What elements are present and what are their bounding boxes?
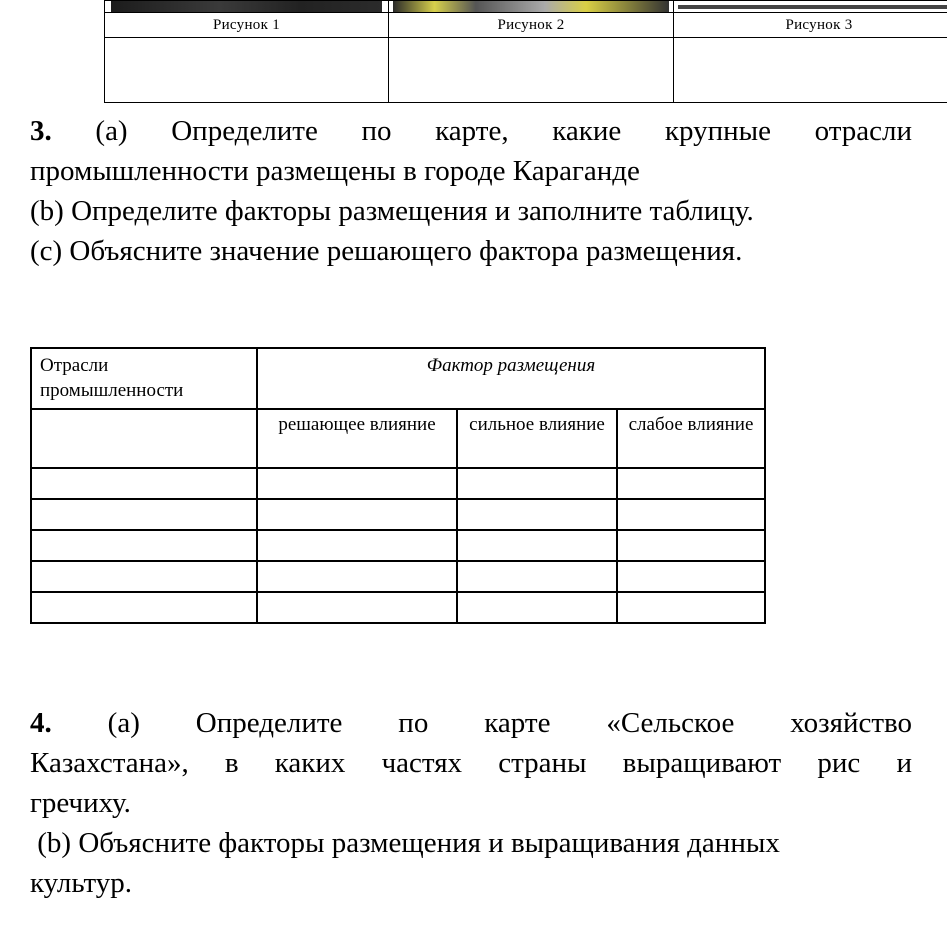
figure-3-image (678, 5, 947, 9)
weak-cell[interactable] (617, 468, 765, 499)
table-row (31, 530, 765, 561)
factor-table-subheader-row (31, 409, 765, 468)
figure-2-cell (389, 1, 674, 13)
question-3-number: 3. (30, 115, 52, 147)
decisive-cell[interactable] (257, 592, 457, 623)
figure-3-caption: Рисунок 3 (674, 13, 947, 38)
strong-cell[interactable] (457, 530, 617, 561)
industry-subheader-empty[interactable] (31, 409, 257, 468)
industry-cell[interactable] (31, 499, 257, 530)
weak-cell[interactable] (617, 499, 765, 530)
decisive-influence-header: решающее влияние (257, 409, 457, 468)
weak-cell[interactable] (617, 530, 765, 561)
table-row (31, 561, 765, 592)
question-3-part-a-text: (a) Определите по карте, какие крупные отрасли (95, 115, 913, 147)
figure-2-image (393, 1, 669, 12)
figure-3-cell (674, 1, 947, 13)
question-3-part-b: (b) Определите факторы размещения и заполните таблицу. (30, 195, 754, 227)
figures-caption-row (105, 13, 947, 38)
question-4-part-b-line-2: культур. (30, 867, 133, 899)
figures-table (104, 0, 947, 103)
figures-answer-row (105, 38, 947, 103)
question-3-part-c: (c) Объясните значение решающего фактора размещения. (30, 235, 743, 267)
table-row (31, 499, 765, 530)
factor-column-header: Фактор размещения (257, 348, 765, 409)
question-4-part-a-line-1 (30, 703, 912, 743)
figure-1-cell (105, 1, 389, 13)
industry-cell[interactable] (31, 468, 257, 499)
decisive-cell[interactable] (257, 530, 457, 561)
strong-cell[interactable] (457, 499, 617, 530)
decisive-cell[interactable] (257, 561, 457, 592)
question-4 (30, 703, 912, 903)
industry-cell[interactable] (31, 592, 257, 623)
factor-table (30, 347, 766, 624)
figure-3-answer-cell[interactable] (674, 38, 947, 103)
figure-2-answer-cell[interactable] (389, 38, 674, 103)
decisive-cell[interactable] (257, 468, 457, 499)
question-3 (30, 111, 912, 271)
strong-cell[interactable] (457, 592, 617, 623)
question-4-part-a-text: (a) Определите по карте «Сельское хозяйство (107, 707, 913, 739)
industry-cell[interactable] (31, 561, 257, 592)
industry-cell[interactable] (31, 530, 257, 561)
table-row (31, 592, 765, 623)
question-4-part-b-line-1: (b) Объясните факторы размещения и выращивания данных (30, 827, 780, 859)
factor-table-header-row (31, 348, 765, 409)
figure-1-caption: Рисунок 1 (105, 13, 389, 38)
decisive-cell[interactable] (257, 499, 457, 530)
figure-1-image (111, 1, 382, 12)
question-4-number: 4. (30, 707, 52, 739)
weak-cell[interactable] (617, 561, 765, 592)
strong-cell[interactable] (457, 561, 617, 592)
figure-2-caption: Рисунок 2 (389, 13, 674, 38)
figure-1-answer-cell[interactable] (105, 38, 389, 103)
question-4-part-a-line-3: гречиху. (30, 787, 131, 819)
strong-influence-header: сильное влияние (457, 409, 617, 468)
question-3-part-a (30, 111, 912, 151)
table-row (31, 468, 765, 499)
industry-column-header: Отрасли промышленности (31, 348, 257, 409)
figures-image-row (105, 1, 947, 13)
weak-influence-header: слабое влияние (617, 409, 765, 468)
question-3-part-a-cont: промышленности размещены в городе Караганде (30, 155, 640, 187)
strong-cell[interactable] (457, 468, 617, 499)
weak-cell[interactable] (617, 592, 765, 623)
question-4-part-a-line-2: Казахстана», в каких частях страны выращивают рис и (30, 747, 912, 779)
